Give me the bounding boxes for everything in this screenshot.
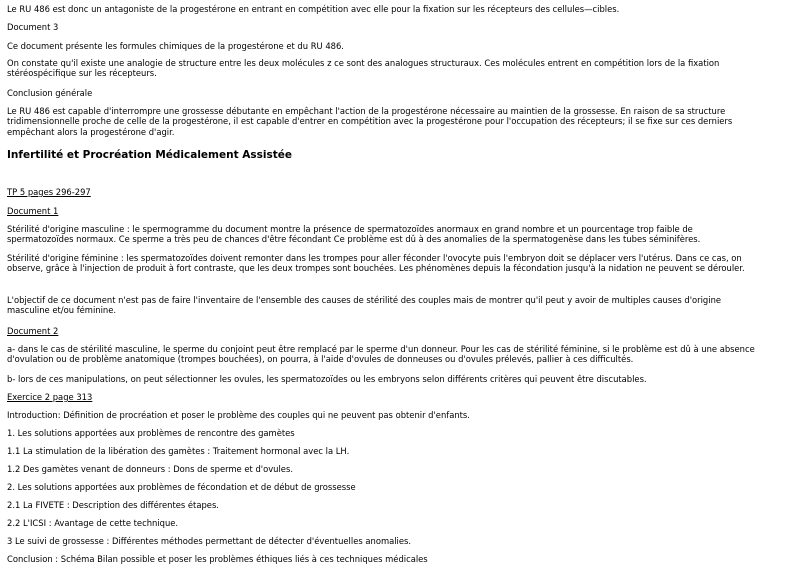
tp-label: TP 5 pages 296-297 [7, 187, 91, 197]
exercise-label: Exercice 2 page 313 [7, 392, 93, 402]
plan-item-3: 3 Le suivi de grossesse : Différentes méthodes permettant de détecter d'éventuelles anomalies. [7, 536, 412, 546]
paragraph-female-sterility: Stérilité d'origine féminine : les spermatozoïdes doivent remonter dans les trompes pour aller féconder l'ovocyte puis l'embryon doit se déplacer vers l'utérus. Dans ce cas, on observe, grâce à l'injection de produit à fort contraste, que les deux trompes sont bouchées. Les phénomènes depuis la fécondation jusqu'à la nidation ne peuvent se dérouler. [7, 253, 745, 274]
paragraph-male-sterility: Stérilité d'origine masculine : le spermogramme du document montre la présence de spermatozoïdes anormaux en grand nombre et un pourcentage trop faible de spermatozoïdes normaux. Ce sperme a très peu de chances d'être fécondant Ce problème est dû à des anomalies de la spermatogenèse dans les tubes séminifères. [7, 224, 701, 245]
paragraph-selection: b- lors de ces manipulations, on peut sélectionner les ovules, les spermatozoïdes ou les embryons selon différents critères qui peuvent être discutables. [7, 374, 647, 384]
paragraph-general-conclusion: Le RU 486 est capable d'interrompre une grossesse débutante en empêchant l'action de la progestérone nécessaire au maintien de la grossesse. En raison de sa structure tridimensionnelle proche de celle de la progestérone, il est capable d'entrer en compétition avec la progestérone pour l'occupation des récepteurs; il se fixe sur ces derniers empêchant alors la progestérone d'agir. [7, 106, 733, 137]
section-title: Infertilité et Procréation Médicalement Assistée [7, 149, 292, 161]
plan-conclusion: Conclusion : Schéma Bilan possible et poser les problèmes éthiques liés à ces techniques médicales [7, 554, 428, 564]
plan-item-2-2: 2.2 L'ICSI : Avantage de cette technique. [7, 518, 179, 528]
plan-item-2: 2. Les solutions apportées aux problèmes de fécondation et de début de grossesse [7, 482, 356, 492]
paragraph-objective: L'objectif de ce document n'est pas de faire l'inventaire de l'ensemble des causes de stérilité des couples mais de montrer qu'il peut y avoir de multiples causes d'origine masculine et/ou féminine. [7, 295, 722, 316]
paragraph-formulas: Ce document présente les formules chimiques de la progestérone et du RU 486. [7, 41, 344, 51]
plan-item-1-1: 1.1 La stimulation de la libération des gamètes : Traitement hormonal avec la LH. [7, 446, 350, 456]
document-2-label: Document 2 [7, 326, 59, 336]
plan-item-1-2: 1.2 Des gamètes venant de donneurs : Dons de sperme et d'ovules. [7, 464, 293, 474]
document-1-label: Document 1 [7, 206, 59, 216]
plan-introduction: Introduction: Définition de procréation et poser le problème des couples qui ne peuvent pas obtenir d'enfants. [7, 410, 470, 420]
plan-item-1: 1. Les solutions apportées aux problèmes de rencontre des gamètes [7, 428, 295, 438]
document-3-label: Document 3 [7, 22, 59, 32]
conclusion-label: Conclusion générale [7, 88, 93, 98]
paragraph-ru486-antagonist: Le RU 486 est donc un antagoniste de la progestérone en entrant en compétition avec elle pour la fixation sur les récepteurs des cellules—cibles. [7, 4, 620, 14]
paragraph-donor-solutions: a- dans le cas de stérilité masculine, le sperme du conjoint peut être remplacé par le sperme d'un donneur. Pour les cas de stérilité féminine, si le problème est dû à une absence d'ovulation ou de problème anatomique (trompes bouchées), on pourra, à l'aide d'ovules de donneuses ou d'ovules prélevés, pallier à ces difficultés. [7, 344, 755, 365]
plan-item-2-1: 2.1 La FIVETE : Description des différentes étapes. [7, 500, 219, 510]
paragraph-structural-analogy: On constate qu'il existe une analogie de structure entre les deux molécules z ce sont des analogues structuraux. Ces molécules entrent en compétition lors de la fixation stéréospécifique sur les récepteurs. [7, 58, 720, 79]
